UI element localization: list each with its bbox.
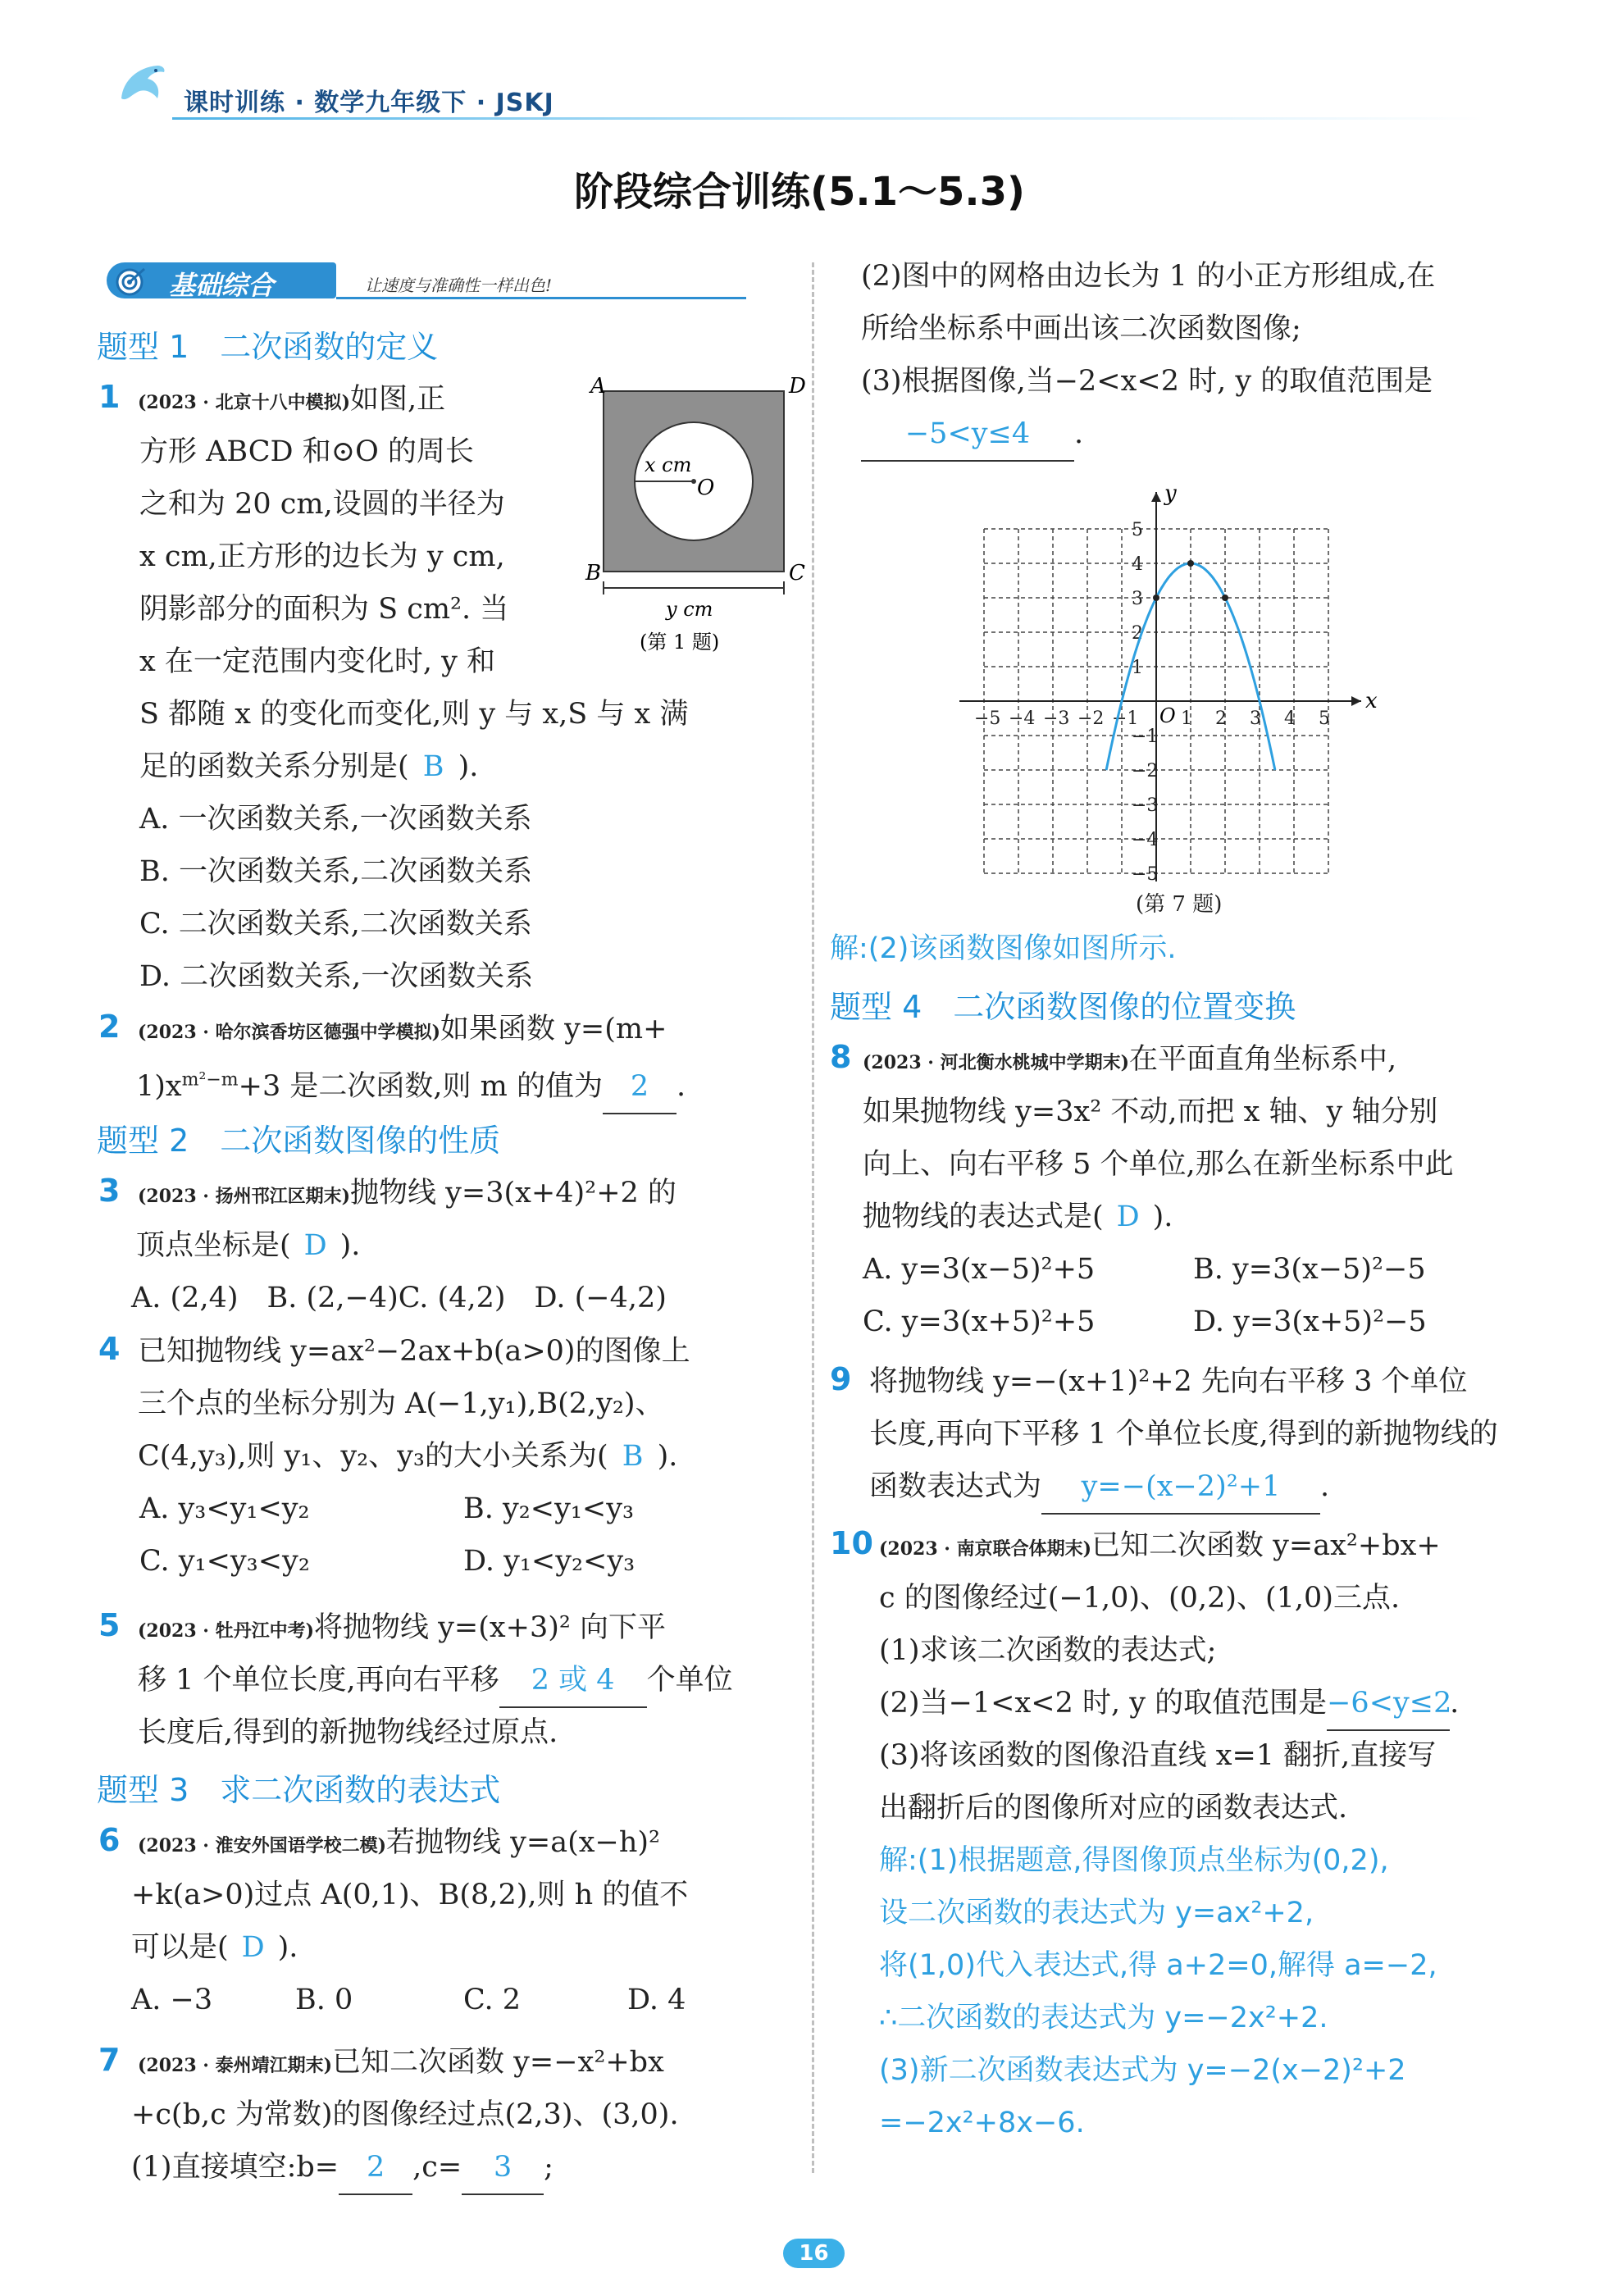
q6-option-d: D. 4: [627, 1984, 686, 2016]
y-tick-label: 5: [1132, 520, 1143, 540]
origin-label: O: [1159, 704, 1176, 727]
tick-labels: [974, 520, 1330, 885]
q7-coordinate-grid: [959, 455, 1419, 931]
x-tick-label: 5: [1319, 708, 1330, 729]
q8-option-c: C. y=3(x+5)²+5: [863, 1305, 1096, 1338]
x-axis-label: x: [1365, 689, 1378, 713]
q3-line-2: 顶点坐标是( D ).: [136, 1219, 360, 1272]
q4-line-3: C(4,y₃),则 y₁、y₂、y₃的大小关系为( B ).: [138, 1430, 677, 1483]
graph-point: [1222, 594, 1228, 601]
x-axis-arrow: [1351, 696, 1361, 706]
question-number-7: 7: [98, 2042, 121, 2078]
page-number: 16: [783, 2239, 845, 2268]
q9-line-3: 函数表达式为 y=−(x−2)²+1 .: [869, 1460, 1329, 1515]
q7-part-3-line-1: (3)根据图像,当−2<x<2 时, y 的取值范围是: [861, 365, 1433, 398]
section-heading-2: 题型 2 二次函数图像的性质: [97, 1123, 501, 1159]
q4-line-2: 三个点的坐标分别为 A(−1,y₁),B(2,y₂)、: [138, 1387, 664, 1420]
q1-figure-caption: (第 1 题): [640, 631, 720, 654]
q10-solution-line-1: 解:(1)根据题意,得图像顶点坐标为(0,2),: [879, 1844, 1389, 1877]
q5-line-2: 移 1 个单位长度,再向右平移 2 或 4 个单位: [138, 1654, 733, 1708]
y-tick-label: 4: [1132, 554, 1143, 575]
graph-point: [1153, 594, 1159, 601]
q9-line-2: 长度,再向下平移 1 个单位长度,得到的新抛物线的: [869, 1418, 1498, 1451]
y-tick-label: −1: [1132, 727, 1159, 747]
q5-line-1: (2023 · 牡丹江中考)将抛物线 y=(x+3)² 向下平: [138, 1611, 667, 1644]
graph-point: [1187, 560, 1194, 567]
y-tick-label: −5: [1132, 864, 1159, 885]
section-heading-4: 题型 4 二次函数图像的位置变换: [830, 989, 1296, 1025]
q7-solution: 解:(2)该函数图像如图所示.: [830, 932, 1177, 965]
banner-slogan: 让速度与准确性一样出色!: [365, 276, 553, 295]
q8-line-2: 如果抛物线 y=3x² 不动,而把 x 轴、y 轴分别: [863, 1096, 1438, 1128]
question-number-5: 5: [98, 1607, 121, 1643]
header-series-title: 课时训练 · 数学九年级下 · JSKJ: [184, 89, 554, 117]
x-tick-label: −5: [974, 708, 1001, 729]
q1-line-6: x 在一定范围内变化时, y 和: [139, 645, 496, 678]
q3-answer: D: [303, 1229, 327, 1262]
q7-graph-caption: (第 7 题): [1136, 892, 1223, 917]
q8-line-4: 抛物线的表达式是( D ).: [863, 1191, 1173, 1243]
q10-answer-range: −6<y≤2: [1327, 1677, 1450, 1731]
target-icon: [115, 266, 148, 297]
q1-line-2: 方形 ABCD 和⊙O 的周长: [139, 435, 474, 468]
q8-option-a: A. y=3(x−5)²+5: [863, 1253, 1096, 1286]
y-tick-label: 2: [1132, 623, 1143, 644]
x-tick-label: 1: [1181, 708, 1192, 729]
q10-part-3-line-2: 出翻折后的图像所对应的函数表达式.: [879, 1792, 1348, 1824]
header-rule: [172, 117, 1484, 120]
q8-option-b: B. y=3(x−5)²−5: [1193, 1253, 1426, 1286]
q9-line-1: 将抛物线 y=−(x+1)²+2 先向右平移 3 个单位: [869, 1365, 1468, 1398]
x-tick-label: 4: [1284, 708, 1296, 729]
q8-line-1: (2023 · 河北衡水桃城中学期末)在平面直角坐标系中,: [863, 1043, 1397, 1076]
y-tick-label: 3: [1132, 589, 1143, 609]
q8-option-d: D. y=3(x+5)²−5: [1193, 1305, 1427, 1338]
question-number-6: 6: [98, 1822, 121, 1858]
q2-answer: 2: [603, 1060, 676, 1114]
q7-part-2-line-1: (2)图中的网格由边长为 1 的小正方形组成,在: [861, 260, 1436, 293]
q1-option-b: B. 一次函数关系,二次函数关系: [139, 855, 533, 888]
y-tick-label: −4: [1132, 830, 1159, 850]
q7-part-1: (1)直接填空:b= 2 ,c= 3 ;: [131, 2141, 554, 2195]
q4-answer: B: [622, 1440, 644, 1473]
q8-line-3: 向上、向右平移 5 个单位,那么在新坐标系中此: [863, 1148, 1454, 1181]
q10-part-2: (2)当−1<x<2 时, y 的取值范围是−6<y≤2.: [879, 1677, 1459, 1731]
q1-option-c: C. 二次函数关系,二次函数关系: [139, 908, 532, 941]
q7-line-2: +c(b,c 为常数)的图像经过点(2,3)、(3,0).: [131, 2098, 679, 2131]
q3-line-1: (2023 · 扬州邗江区期末)抛物线 y=3(x+4)²+2 的: [138, 1177, 676, 1210]
label-y-cm: y cm: [666, 598, 713, 621]
question-number-4: 4: [98, 1331, 121, 1367]
label-b: B: [585, 561, 602, 585]
q1-answer: B: [422, 750, 444, 783]
q1-square-circle-figure: [574, 373, 812, 668]
q2-line-1: (2023 · 哈尔滨香坊区德强中学模拟)如果函数 y=(m+: [138, 1013, 667, 1046]
question-number-9: 9: [830, 1361, 852, 1397]
q1-line-3: 之和为 20 cm,设圆的半径为: [139, 488, 505, 521]
question-number-8: 8: [830, 1039, 852, 1075]
question-number-10: 10: [830, 1525, 873, 1561]
q1-line-1: (2023 · 北京十八中模拟)如图,正: [138, 383, 446, 416]
label-x-cm: x cm: [645, 453, 692, 476]
q1-line-5: 阴影部分的面积为 S cm². 当: [139, 593, 509, 626]
q9-answer: y=−(x−2)²+1: [1041, 1460, 1320, 1515]
label-o: O: [697, 476, 715, 500]
q4-option-a: A. y₃<y₁<y₂: [139, 1492, 310, 1525]
q10-solution-line-4: ∴二次函数的表达式为 y=−2x²+2.: [879, 2002, 1328, 2034]
q4-option-d: D. y₁<y₂<y₃: [463, 1545, 636, 1578]
q10-line-2: c 的图像经过(−1,0)、(0,2)、(1,0)三点.: [879, 1582, 1401, 1615]
q6-line-2: +k(a>0)过点 A(0,1)、B(8,2),则 h 的值不: [131, 1879, 689, 1911]
x-tick-label: −1: [1112, 708, 1139, 729]
q4-option-b: B. y₂<y₁<y₃: [463, 1492, 635, 1525]
y-tick-label: −2: [1132, 761, 1159, 781]
q6-answer: D: [241, 1931, 265, 1964]
x-tick-label: −4: [1009, 708, 1036, 729]
q2-line-2: $1)x^{m^2-m}+3$ 是二次函数,则 m 的值为 2 .: [136, 1060, 686, 1114]
column-divider: [812, 262, 814, 2173]
q7-part-3-line-2: −5<y≤4 .: [861, 408, 1083, 462]
q5-answer: 2 或 4: [499, 1654, 647, 1708]
q10-solution-line-5: (3)新二次函数表达式为 y=−2(x−2)²+2: [879, 2054, 1406, 2087]
dolphin-logo-icon: [115, 56, 172, 113]
y-tick-label: 1: [1132, 658, 1143, 678]
label-c: C: [789, 561, 805, 585]
x-tick-label: 3: [1250, 708, 1261, 729]
q1-line-4: x cm,正方形的边长为 y cm,: [139, 540, 505, 573]
x-tick-label: −3: [1043, 708, 1070, 729]
q7-line-1: (2023 · 泰州靖江期末)已知二次函数 y=−x²+bx: [138, 2046, 664, 2079]
q10-line-1: (2023 · 南京联合体期末)已知二次函数 y=ax²+bx+: [879, 1529, 1441, 1562]
q1-line-8: 足的函数关系分别是( B ).: [139, 740, 478, 793]
q8-answer: D: [1116, 1200, 1140, 1233]
q6-line-3: 可以是( D ).: [131, 1921, 298, 1974]
q4-option-c: C. y₁<y₃<y₂: [139, 1545, 310, 1578]
label-a: A: [590, 374, 606, 399]
axes: [959, 492, 1361, 882]
x-tick-label: 2: [1215, 708, 1227, 729]
section-heading-1: 题型 1 二次函数的定义: [97, 329, 439, 365]
q7-answer-b: 2: [339, 2141, 412, 2195]
x-tick-label: −2: [1077, 708, 1105, 729]
label-d: D: [789, 374, 806, 399]
q7-answer-range: −5<y≤4: [861, 408, 1074, 462]
question-number-1: 1: [98, 379, 121, 415]
q4-line-1: 已知抛物线 y=ax²−2ax+b(a>0)的图像上: [138, 1335, 690, 1368]
q10-solution-line-2: 设二次函数的表达式为 y=ax²+2,: [879, 1897, 1314, 1929]
q10-solution-line-3: 将(1,0)代入表达式,得 a+2=0,解得 a=−2,: [879, 1949, 1437, 1982]
q5-line-3: 长度后,得到的新抛物线经过原点.: [138, 1716, 558, 1749]
page-title: 阶段综合训练(5.1～5.3): [574, 169, 1025, 215]
q1-option-d: D. 二次函数关系,一次函数关系: [139, 960, 534, 993]
q10-part-3-line-1: (3)将该函数的图像沿直线 x=1 翻折,直接写: [879, 1739, 1437, 1772]
q1-option-a: A. 一次函数关系,一次函数关系: [139, 803, 532, 836]
banner-label: 基础综合: [169, 270, 275, 301]
banner-rule: [336, 297, 746, 299]
q6-option-c: C. 2: [463, 1984, 522, 2016]
question-number-2: 2: [98, 1009, 121, 1045]
q7-answer-c: 3: [462, 2141, 544, 2195]
q10-part-1: (1)求该二次函数的表达式;: [879, 1634, 1217, 1667]
section-heading-3: 题型 3 求二次函数的表达式: [97, 1772, 501, 1808]
y-axis-label: y: [1164, 481, 1177, 506]
q1-line-7: S 都随 x 的变化而变化,则 y 与 x,S 与 x 满: [139, 698, 689, 731]
q3-options: A. (2,4) B. (2,−4)C. (4,2) D. (−4,2): [131, 1282, 667, 1314]
q6-option-a: A. −3: [131, 1984, 213, 2016]
y-axis-arrow: [1151, 492, 1161, 502]
q7-part-2-line-2: 所给坐标系中画出该二次函数图像;: [861, 312, 1301, 345]
q6-option-b: B. 0: [295, 1984, 353, 2016]
y-tick-label: −3: [1132, 795, 1159, 816]
q6-line-1: (2023 · 淮安外国语学校二模)若抛物线 y=a(x−h)²: [138, 1826, 661, 1859]
q10-solution-line-6: =−2x²+8x−6.: [879, 2107, 1085, 2139]
question-number-3: 3: [98, 1173, 121, 1209]
